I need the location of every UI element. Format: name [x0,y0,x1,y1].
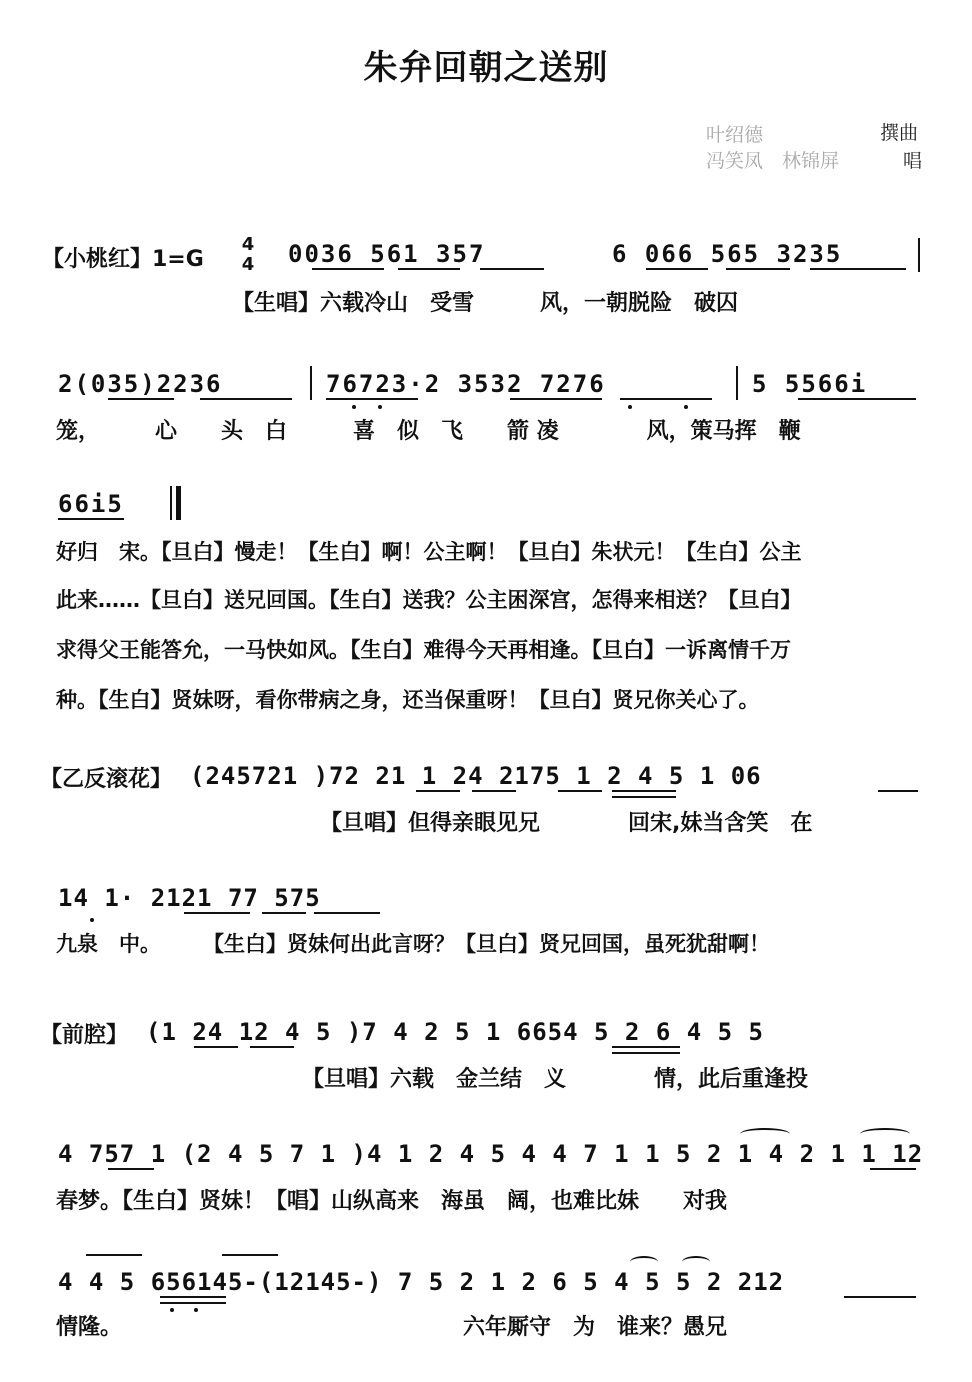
lyric-line: 情隆。 六年厮守 为 谁来？愚兄 [56,1315,728,1340]
composer-name: 叶绍德 [706,124,764,146]
beam-underline [844,1296,916,1298]
lyric-line: 【旦唱】但得亲眼见兄 回宋,妹当含笑 在 [320,811,813,836]
barline [170,486,172,520]
dialogue-line: 此来……【旦白】送兄回国。【生白】送我？公主困深宫，怎得来相送？【旦白】 [56,588,802,612]
notation-measure: 66i5 [58,490,124,518]
beam-underline [810,268,906,270]
beam-underline [612,1052,680,1054]
beam-underline [558,790,602,792]
final-barline [176,486,181,520]
slur [860,1128,910,1140]
dialogue-line: 好归 宋。【旦白】慢走！【生白】啊！公主啊！【旦白】朱状元！【生白】公主 [56,540,802,564]
notation-measure: 2(035)2236 [58,370,223,398]
notation-measure: (245721 )72 21 1 24 2175 1 2 4 5 1 06 [190,762,762,790]
lyric-line: 【生唱】六载冷山 受雪 风，一朝脱险 破囚 [232,291,739,316]
notation-measure: 0036 561 357 [288,240,486,268]
beam-underline [58,518,124,520]
lyric-line: 笼， 心 头 白 喜 似 飞 箭 凌 风，策马挥 鞭 [56,419,801,444]
barline [736,366,738,400]
beam-underline [108,398,174,400]
beam-underline [184,912,250,914]
beam-underline [510,398,602,400]
singer-names: 冯笑凤 林锦屏 [706,150,840,172]
beam-underline [194,1046,238,1048]
barline [310,366,312,400]
low-octave-dot [684,405,688,409]
notation-measure: (1 24 12 4 5 )7 4 2 5 1 6654 5 2 6 4 5 5 [146,1018,764,1046]
beam-underline [416,790,460,792]
notation-measure: 14 1· 2121 77 575 [58,884,321,912]
notation-measure: 5 5566i [752,370,868,398]
lyric-line: 【旦唱】六载 金兰结 义 情，此后重逢投 [302,1067,809,1092]
beam-underline [160,1302,226,1304]
beam-underline [620,398,712,400]
slur [630,1256,658,1268]
singer-role: 唱 [903,150,923,172]
page-title: 朱弁回朝之送别 [363,48,609,88]
tune-tag: 【乙反滚花】 [40,767,173,792]
beam-underline [472,790,516,792]
extension-line [222,1254,278,1256]
beam-underline [398,268,460,270]
beam-underline [878,790,918,792]
beam-underline [312,268,384,270]
beam-underline [726,268,790,270]
beam-underline [200,398,292,400]
composer-role: 撰曲 [880,122,919,144]
dialogue-line: 求得父王能答允，一马快如风。【生白】难得今天再相逢。【旦白】一诉离情千万 [56,638,791,662]
beam-underline [612,1046,680,1048]
beam-underline [612,790,676,792]
beam-underline [262,912,306,914]
low-octave-dot [90,918,94,922]
low-octave-dot [628,405,632,409]
beam-underline [160,1296,226,1298]
beam-underline [108,1168,154,1170]
tune-tag: 【前腔】 [40,1023,129,1048]
beam-underline [612,796,676,798]
notation-measure: 76723·2 3532 7276 [326,370,606,398]
beam-underline [870,1168,916,1170]
extension-line [86,1254,142,1256]
beam-underline [314,912,380,914]
tune-tag: 【小桃红】1=G [42,247,204,272]
slur [740,1128,790,1140]
beam-underline [646,268,708,270]
dialogue-line: 种。【生白】贤妹呀，看你带病之身，还当保重呀！【旦白】贤兄你关心了。 [56,688,760,712]
beam-underline [798,398,916,400]
lyric-line: 春梦。【生白】贤妹！【唱】山纵高来 海虽 阔，也难比妹 对我 [56,1189,728,1214]
beam-underline [326,398,418,400]
notation-measure: 6 066 565 3235 [612,240,843,268]
dialogue-line: 九泉 中。 【生白】贤妹何出此言呀？【旦白】贤兄回国，虽死犹甜啊！ [56,932,770,956]
beam-underline [250,1046,294,1048]
time-signature-top: 4 [241,234,255,255]
time-signature-bottom: 4 [241,254,255,275]
notation-measure: 4 757 1 (2 4 5 7 1 )4 1 2 4 5 4 4 7 1 1 5 2 1 4 2 1 1 12 [58,1140,924,1168]
slur [682,1256,710,1268]
notation-measure: 4 4 5 656145-(12145-) 7 5 2 1 2 6 5 4 5 5 2 212 [58,1268,785,1296]
barline [918,238,920,272]
low-octave-dot [378,405,382,409]
low-octave-dot [352,405,356,409]
beam-underline [480,268,544,270]
